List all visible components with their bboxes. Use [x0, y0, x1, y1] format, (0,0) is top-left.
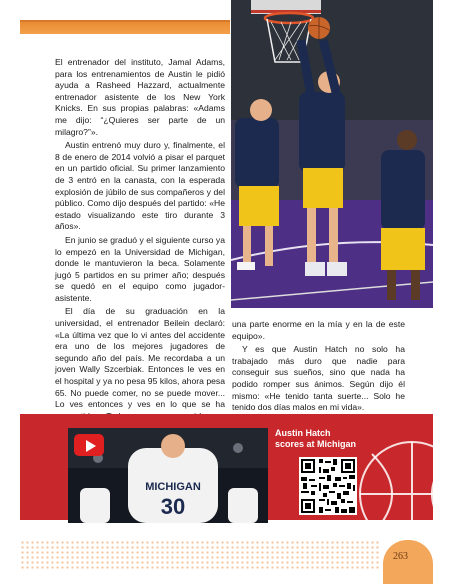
page-number: 263 — [393, 551, 408, 562]
video-title — [275, 428, 356, 450]
paragraph: una parte enorme en la mía y en la de este equipo». — [232, 319, 405, 341]
paragraph: Y es que Austin Hatch no solo ha trabajado más duro que nadie para conseguir sus sueños, sino que nada ha podido romper sus ánimos. Según dijo él mismo: «He tenido tanta suerte... Solo he tenido dos días malos en mi vida». — [232, 344, 405, 413]
paragraph: El entrenador del instituto, Jamal Adams, para los entrenamientos de Austin le pidió ayuda a Rasheed Hazzard, actualmente entrenador asistente de los New York Knicks. En sus propias palabras: «Adams me dijo: “¿Quieres ser parte de un milagro?”». — [55, 57, 225, 137]
jersey-text: MICHIGAN — [145, 481, 201, 493]
paragraph: El día de su graduación en la universidad, el entrenador Beilein declaró: «La última vez que lo vi antes del accidente era uno de los mejores jugadores de segundo año del país. Me recordaba a un joven Wally Szcerbiak. Entonces le ves en el hospital y ya no pesa 95 kilos, ahora pesa 65. No puede comer, no se puede mover... Lo ves entonces y ves en lo que se ha — [55, 306, 225, 410]
video-title-line1: Austin Hatch — [275, 428, 331, 438]
qr-code-pattern — [299, 457, 357, 515]
footer-dot-pattern — [20, 540, 380, 570]
article-column-left — [55, 57, 225, 448]
play-triangle-icon — [86, 440, 96, 452]
jersey-number: 30 — [160, 494, 186, 519]
paragraph: Austin entrenó muy duro y, finalmente, el 8 de enero de 2014 volvió a pisar el parquet en un partido oficial. Su primer lanzamiento de 3 entró en la canasta, con la esperada explosión de júbilo de sus compañeros y del público. Como dijo después del partido: «He estado visualizando este tiro durante 3 años». — [55, 140, 225, 232]
paragraph: En junio se graduó y el siguiente curso ya lo empezó en la Universidad de Michigan, donde le mantuvieron la beca. Solamente jugó 5 partidos en su primer año; después se quedó en el equipo como jugador-asistente. — [55, 234, 225, 303]
basketball-photo — [231, 0, 433, 308]
article-column-right — [232, 319, 405, 416]
page-number-tab — [383, 540, 433, 584]
header-rule-edge — [20, 20, 230, 22]
video-title-line2: scores at Michigan — [275, 439, 357, 449]
qr-code[interactable] — [299, 457, 357, 515]
basketball-photo-illustration — [231, 0, 433, 308]
